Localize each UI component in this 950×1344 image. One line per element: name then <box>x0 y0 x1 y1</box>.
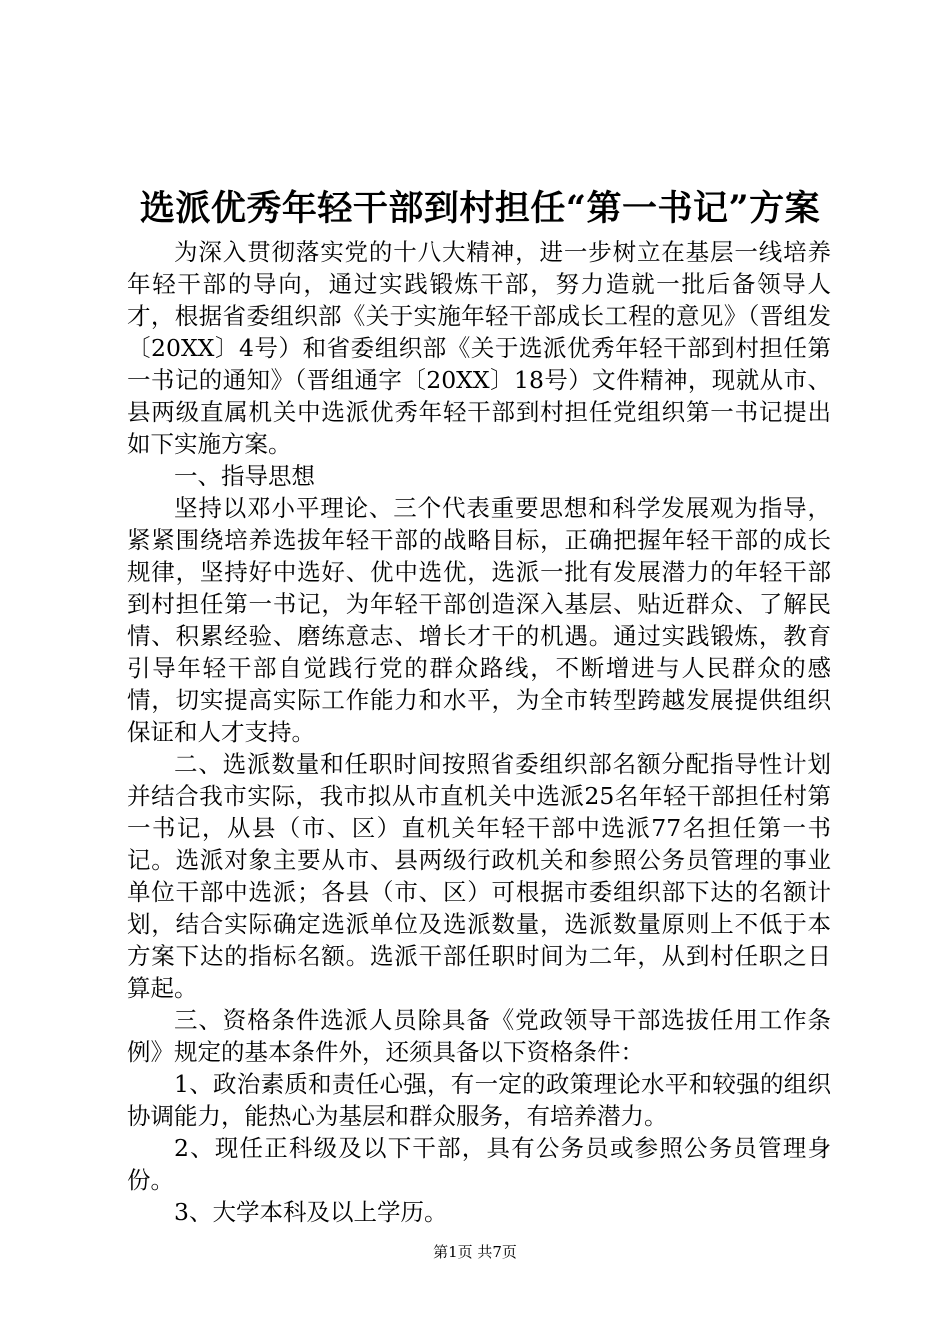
heading-guiding-ideology: 一、指导思想 <box>174 462 315 490</box>
document-body <box>127 236 831 1228</box>
paragraph-guiding-ideology: 坚持以邓小平理论、三个代表重要思想和科学发展观为指导，紧紧围绕培养选拔年轻干部的战略目标，正确把握年轻干部的成长规律，坚持好中选好、优中选优，选派一批有发展潜力的年轻干部到村担任第一书记，为年轻干部创造深入基层、贴近群众、了解民情、积累经验、磨练意志、增长才干的机遇。通过实践锻炼，教育引导年轻干部自觉践行党的群众路线，不断增进与人民群众的感情，切实提高实际工作能力和水平，为全市转型跨越发展提供组织保证和人才支持。 <box>127 494 831 746</box>
paragraph-intro: 为深入贯彻落实党的十八大精神，进一步树立在基层一线培养年轻干部的导向，通过实践锻炼干部，努力造就一批后备领导人才，根据省委组织部《关于实施年轻干部成长工程的意见》（晋组发〔20XX〕4号）和省委组织部《关于选派优秀年轻干部到村担任第一书记的通知》（晋组通字〔20XX〕18号）文件精神，现就从市、县两级直属机关中选派优秀年轻干部到村担任党组织第一书记提出如下实施方案。 <box>127 238 831 458</box>
paragraph-qualifications: 三、资格条件选派人员除具备《党政领导干部选拔任用工作条例》规定的基本条件外，还须具备以下资格条件： <box>127 1006 831 1066</box>
list-item-qualification-3: 3、大学本科及以上学历。 <box>174 1198 448 1226</box>
page-number-footer: 第1页 共7页 <box>433 1243 517 1261</box>
document-title: 选派优秀年轻干部到村担任“第一书记”方案 <box>139 188 821 229</box>
list-item-qualification-1: 1、政治素质和责任心强，有一定的政策理论水平和较强的组织协调能力，能热心为基层和群众服务，有培养潜力。 <box>127 1070 831 1130</box>
list-item-qualification-2: 2、现任正科级及以下干部，具有公务员或参照公务员管理身份。 <box>127 1134 831 1194</box>
paragraph-quota-term: 二、选派数量和任职时间按照省委组织部名额分配指导性计划并结合我市实际，我市拟从市直机关中选派25名年轻干部担任村第一书记，从县（市、区）直机关年轻干部中选派77名担任第一书记。选派对象主要从市、县两级行政机关和参照公务员管理的事业单位干部中选派；各县（市、区）可根据市委组织部下达的名额计划，结合实际确定选派单位及选派数量，选派数量原则上不低于本方案下达的指标名额。选派干部任职时间为二年，从到村任职之日算起。 <box>127 750 831 1002</box>
